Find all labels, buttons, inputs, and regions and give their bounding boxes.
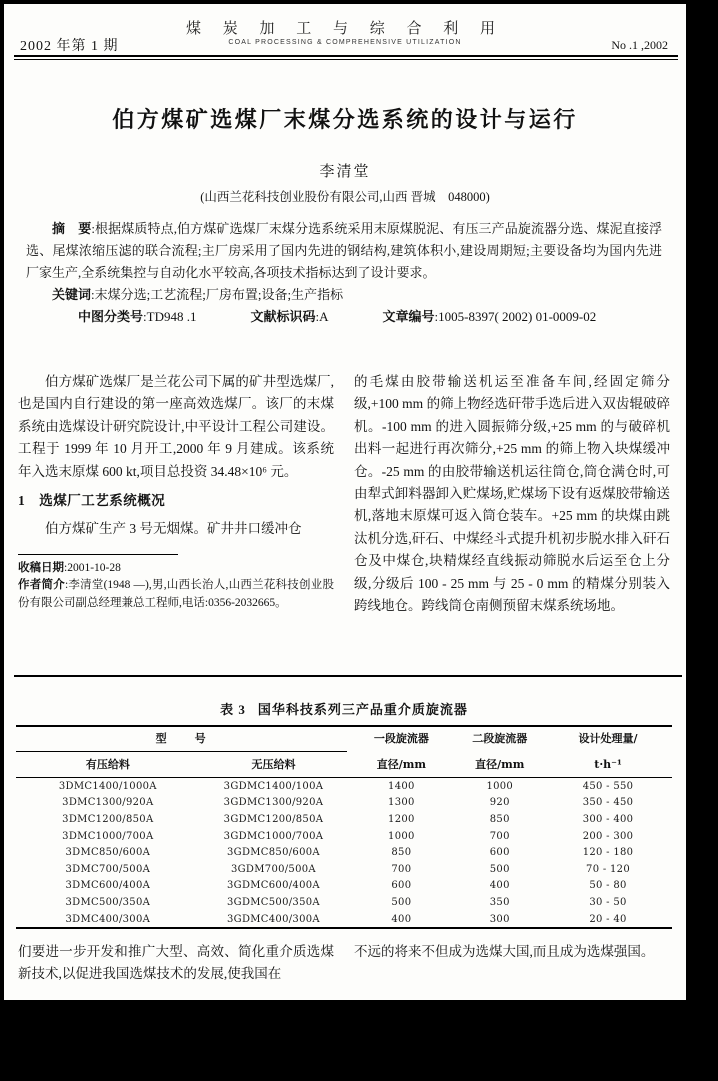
table-cell: 920 xyxy=(489,797,510,809)
abstract-paragraph xyxy=(26,218,662,284)
abstract-label: 摘 要 xyxy=(52,221,92,236)
table-row xyxy=(16,844,672,861)
table-cell: 3DMC850/600A xyxy=(65,847,151,859)
table-cell: 850 xyxy=(489,813,510,825)
table-cell: 3GDMC850/600A xyxy=(227,847,320,859)
table-cell: 1400 xyxy=(388,780,415,792)
table-cell: 3GDMC400/300A xyxy=(227,913,320,925)
table-cell: 3GDM700/500A xyxy=(230,863,316,875)
table-cell: 3GDMC500/350A xyxy=(227,896,320,908)
author-name: 李清堂 xyxy=(319,164,371,180)
header-non-pressurized: 无压给料 xyxy=(200,752,348,778)
table-cell: 1000 xyxy=(486,780,514,792)
table-section-rule xyxy=(14,675,682,677)
table-cell: 3GDMC1200/850A xyxy=(223,813,324,825)
cyclone-models-table xyxy=(16,725,672,929)
keywords-line xyxy=(26,284,662,306)
table-cell: 3GDMC1000/700A xyxy=(223,830,324,842)
keywords-text: :末煤分选;工艺流程;厂房布置;设备;生产指标 xyxy=(91,287,344,302)
table-cell: 3DMC1300/920A xyxy=(62,797,154,809)
header-capacity-unit: t·h⁻¹ xyxy=(544,752,672,778)
table-header-row-2 xyxy=(16,752,672,778)
article-no-segment xyxy=(356,306,596,328)
table-cell: 3DMC700/500A xyxy=(65,863,151,875)
table-body xyxy=(16,778,672,929)
closing-left-paragraph: 们要进一步开发和推广大型、高效、简化重介质选煤新技术,以促进我国选煤技术的发展,使我国在 xyxy=(18,944,334,982)
table-cell: 70 - 120 xyxy=(586,863,630,875)
header-divider-rule xyxy=(14,55,678,60)
received-date-line xyxy=(18,560,334,578)
table-cell: 300 - 400 xyxy=(582,813,634,825)
table-cell: 400 xyxy=(489,880,510,892)
table-cell: 50 - 80 xyxy=(589,880,627,892)
doc-code-value: :A xyxy=(315,309,329,324)
table-cell: 120 - 180 xyxy=(582,847,634,859)
section-1-number: 1 xyxy=(18,493,26,509)
table-row xyxy=(16,894,672,911)
table-header xyxy=(16,726,672,778)
table-cell: 700 xyxy=(391,863,412,875)
table-header-row-1 xyxy=(16,726,672,752)
header-stage1-name: 一段旋流器 xyxy=(373,732,429,746)
table-row xyxy=(16,828,672,845)
footnote-block xyxy=(18,554,334,613)
table-cell: 850 xyxy=(391,847,412,859)
table-cell: 3GDMC1400/100A xyxy=(223,780,324,792)
table-cell: 200 - 300 xyxy=(582,830,634,842)
table-cell: 3DMC1200/850A xyxy=(62,813,154,825)
table-caption-number: 表 3 xyxy=(220,702,246,717)
left-column xyxy=(18,371,334,617)
table-cell: 1000 xyxy=(388,830,415,842)
table-cell: 500 xyxy=(391,896,412,908)
table-cell: 400 xyxy=(391,913,412,925)
table-row xyxy=(16,778,672,795)
closing-right-paragraph: 不远的将来不但成为选煤大国,而且成为选煤强国。 xyxy=(354,944,655,959)
table-cell: 3DMC1400/1000A xyxy=(58,780,157,792)
table-cell: 3DMC600/400A xyxy=(65,880,151,892)
intro-paragraph: 伯方煤矿选煤厂是兰花公司下属的矿井型选煤厂,也是国内自行建设的第一座高效选煤厂。该厂的末煤系统由选煤设计研究院设计,中平设计工程公司建设。工程于 1999 年 10 月开工,2000 年 9 月建成。该系统年入选末原煤 600 kt,项目总投资 34.48×10⁶ 元。 xyxy=(18,374,334,479)
closing-columns xyxy=(18,941,670,986)
table-cell: 350 - 450 xyxy=(582,797,634,809)
issue-number-en: No .1 ,2002 xyxy=(611,38,668,52)
table-row xyxy=(16,795,672,812)
journal-title-en: COAL PROCESSING & COMPREHENSIVE UTILIZATION xyxy=(228,39,462,46)
header-stage2-name: 二段旋流器 xyxy=(472,732,528,746)
table-cell: 700 xyxy=(489,830,510,842)
section-1-heading xyxy=(18,490,334,512)
table-cell: 600 xyxy=(489,847,510,859)
body-columns xyxy=(18,371,670,617)
journal-title-cn: 煤 炭 加 工 与 综 合 利 用 xyxy=(185,21,504,37)
header-capacity-name: 设计处理量/ xyxy=(578,732,638,746)
table-cell: 20 - 40 xyxy=(589,913,627,925)
received-date-label: 收稿日期 xyxy=(18,561,64,574)
clc-label: 中图分类号 xyxy=(78,309,144,324)
doc-code-label: 文献标识码 xyxy=(250,309,316,324)
table-cell: 3DMC400/300A xyxy=(65,913,151,925)
clc-segment xyxy=(52,306,196,328)
author-bio-text: :李清堂(1948 —),男,山西长治人,山西兰花科技创业股份有限公司副总经理兼总工程师,电话:0356-2032665。 xyxy=(18,579,335,609)
table-row xyxy=(16,911,672,929)
table-caption-title: 国华科技系列三产品重介质旋流器 xyxy=(257,702,468,717)
table-cell: 300 xyxy=(489,913,510,925)
table-cell: 600 xyxy=(391,880,412,892)
issue-number-cn: 2002 年第 1 期 xyxy=(20,39,119,54)
keywords-label: 关键词 xyxy=(52,287,92,302)
footnote-rule xyxy=(18,554,178,555)
author-affiliation: (山西兰花科技创业股份有限公司,山西 晋城 048000) xyxy=(200,190,490,204)
table-cell: 3GDMC600/400A xyxy=(227,880,320,892)
author-bio-label: 作者简介 xyxy=(18,579,65,592)
right-column xyxy=(354,371,670,617)
table-cell: 450 - 550 xyxy=(582,780,634,792)
scanned-page xyxy=(4,4,686,1000)
author-bio-line xyxy=(18,577,334,612)
header-model-group: 型 号 xyxy=(16,726,347,752)
doc-code-segment xyxy=(224,306,328,328)
table-row xyxy=(16,861,672,878)
table-cell: 500 xyxy=(489,863,510,875)
table-cell: 350 xyxy=(489,896,510,908)
table-cell: 3DMC500/350A xyxy=(65,896,151,908)
article-no-label: 文章编号 xyxy=(382,309,435,324)
header-pressurized: 有压给料 xyxy=(16,752,200,778)
section-1-paragraph: 伯方煤矿生产 3 号无烟煤。矿井井口缓冲仓 xyxy=(45,521,302,537)
table-cell: 3GDMC1300/920A xyxy=(223,797,324,809)
header-stage2-diameter: 直径/mm xyxy=(456,752,545,778)
abstract-text: :根据煤质特点,伯方煤矿选煤厂末煤分选系统采用末原煤脱泥、有压三产品旋流器分选、煤泥直接浮选、尾煤浓缩压滤的联合流程;主厂房采用了国内先进的钢结构,建筑体积小,建设周期短;主要设备均为国内先进厂家生产,全系统集控与自动化水平较高,各项技术指标达到了设计要求。 xyxy=(26,221,662,280)
table-area xyxy=(16,699,672,929)
received-date-value: :2001-10-28 xyxy=(64,561,121,574)
table-cell: 30 - 50 xyxy=(589,896,627,908)
article-no-value: :1005-8397( 2002) 01-0009-02 xyxy=(434,309,597,324)
section-1-title: 选煤厂工艺系统概况 xyxy=(39,493,166,509)
table-cell: 1300 xyxy=(388,797,415,809)
process-paragraph: 的毛煤由胶带输送机运至准备车间,经固定筛分级,+100 mm 的筛上物经选矸带手选后进入双齿辊破碎机。-100 mm 的进入圆振筛分级,+25 mm 的与破碎机出料一起进行再次筛分,+25 mm 的筛上物入块煤缓冲仓。-25 mm 的由胶带输送机运往筒仓,筒仓满仓时,可由犁式卸料器卸入贮煤场,贮煤场下设有返煤胶带输送机,落地末原煤可返入筒仓装车。+25 mm 的块煤由跳汰机分选,矸石、中煤经斗式提升机初步脱水排入矸石仓及中煤仓,块精煤经直线振动筛脱水后运至仓上分级,分级后 100 - 25 mm 与 25 - 0 mm 的精煤分别装入跨线地仓。跨线筒仓南侧预留末煤系统场地。 xyxy=(354,374,670,614)
table-cell: 1200 xyxy=(388,813,415,825)
table-cell: 3DMC1000/700A xyxy=(62,830,154,842)
abstract-block xyxy=(26,218,662,328)
header-stage1-diameter: 直径/mm xyxy=(347,752,455,778)
table-row xyxy=(16,878,672,895)
table-row xyxy=(16,811,672,828)
article-title: 伯方煤矿选煤厂末煤分选系统的设计与运行 xyxy=(112,107,578,132)
clc-value: :TD948 .1 xyxy=(143,309,197,324)
classification-line xyxy=(26,306,662,328)
table-caption xyxy=(16,699,672,718)
